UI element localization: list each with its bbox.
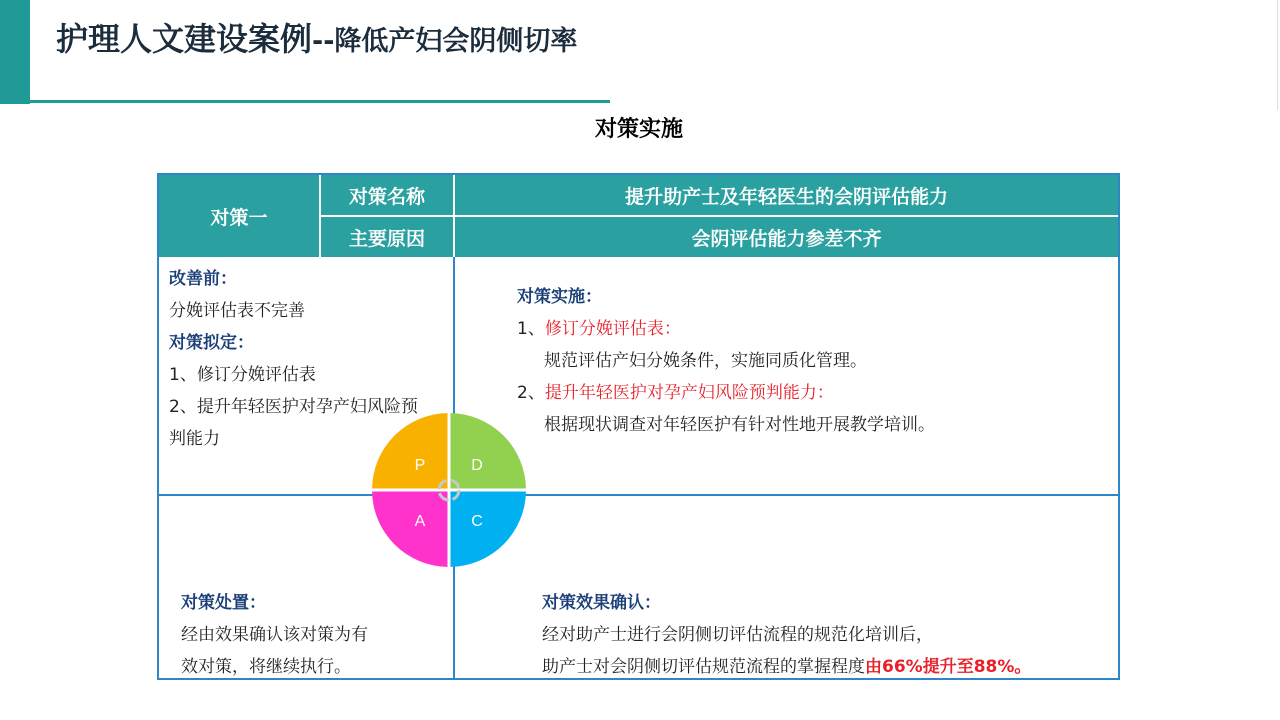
pdca-check-segment xyxy=(449,490,526,567)
title-underline xyxy=(30,100,610,103)
plan-item-2: 2、提升年轻医护对孕产妇风险预 xyxy=(169,397,418,417)
do-item-2-number: 2、 xyxy=(517,383,545,403)
strategy-label: 对策一 xyxy=(210,206,268,229)
plan-item-2-cont: 判能力 xyxy=(169,429,220,449)
do-item-1-heading xyxy=(517,313,1117,345)
page-title xyxy=(56,14,577,60)
act-line-2: 效对策，将继续执行。 xyxy=(181,657,351,677)
check-line-2-text: 助产士对会阴侧切评估规范流程的掌握程度 xyxy=(542,657,865,677)
do-item-2-text: 根据现状调查对年轻医护有针对性地开展教学培训。 xyxy=(544,415,935,435)
header-row-divider xyxy=(319,215,1118,217)
do-item-1-title: 修订分娩评估表： xyxy=(544,319,681,339)
act-label: 对策处置： xyxy=(181,593,266,613)
pdca-cycle-diagram xyxy=(372,413,526,567)
do-label: 对策实施： xyxy=(517,287,602,307)
do-item-1-number: 1、 xyxy=(517,319,545,339)
main-cause-label: 主要原因 xyxy=(348,227,425,250)
check-line-2 xyxy=(542,651,1117,683)
section-title: 对策实施 xyxy=(594,117,683,142)
plan-item-1: 1、修订分娩评估表 xyxy=(169,365,316,385)
strategy-name-value: 提升助产士及年轻医生的会阴评估能力 xyxy=(624,185,948,208)
check-quadrant xyxy=(542,587,1117,683)
check-label: 对策效果确认： xyxy=(542,593,661,613)
pdca-plan-label: P xyxy=(414,457,426,474)
before-text: 分娩评估表不完善 xyxy=(169,301,305,321)
pdca-check-label: C xyxy=(471,513,483,530)
act-quadrant xyxy=(181,587,451,683)
check-result-highlight: 由66%提升至88%。 xyxy=(865,657,1032,677)
strategy-table xyxy=(157,173,1120,680)
do-item-1-text: 规范评估产妇分娩条件，实施同质化管理。 xyxy=(544,351,867,371)
pdca-act-segment xyxy=(372,490,449,567)
do-quadrant xyxy=(517,281,1117,441)
page-edge-divider xyxy=(1277,0,1278,110)
pdca-do-segment xyxy=(449,413,526,490)
check-line-1: 经对助产士进行会阴侧切评估流程的规范化培训后， xyxy=(542,625,933,645)
page-title-subtitle: --降低产妇会阴侧切率 xyxy=(312,26,578,57)
page-title-main: 护理人文建设案例 xyxy=(56,20,313,58)
pdca-act-label: A xyxy=(414,513,426,530)
do-item-2-title: 提升年轻医护对孕产妇风险预判能力： xyxy=(544,383,834,403)
title-accent-bar xyxy=(0,0,30,104)
body-horizontal-divider xyxy=(159,494,1118,496)
draft-label: 对策拟定： xyxy=(169,333,254,353)
before-label: 改善前： xyxy=(169,269,237,289)
table-header xyxy=(159,175,1118,257)
strategy-name-label: 对策名称 xyxy=(348,185,425,208)
main-cause-value: 会阴评估能力参差不齐 xyxy=(691,227,882,250)
pdca-plan-segment xyxy=(372,413,449,490)
pdca-do-label: D xyxy=(471,457,483,474)
do-item-2-heading xyxy=(517,377,1117,409)
act-line-1: 经由效果确认该对策为有 xyxy=(181,625,368,645)
